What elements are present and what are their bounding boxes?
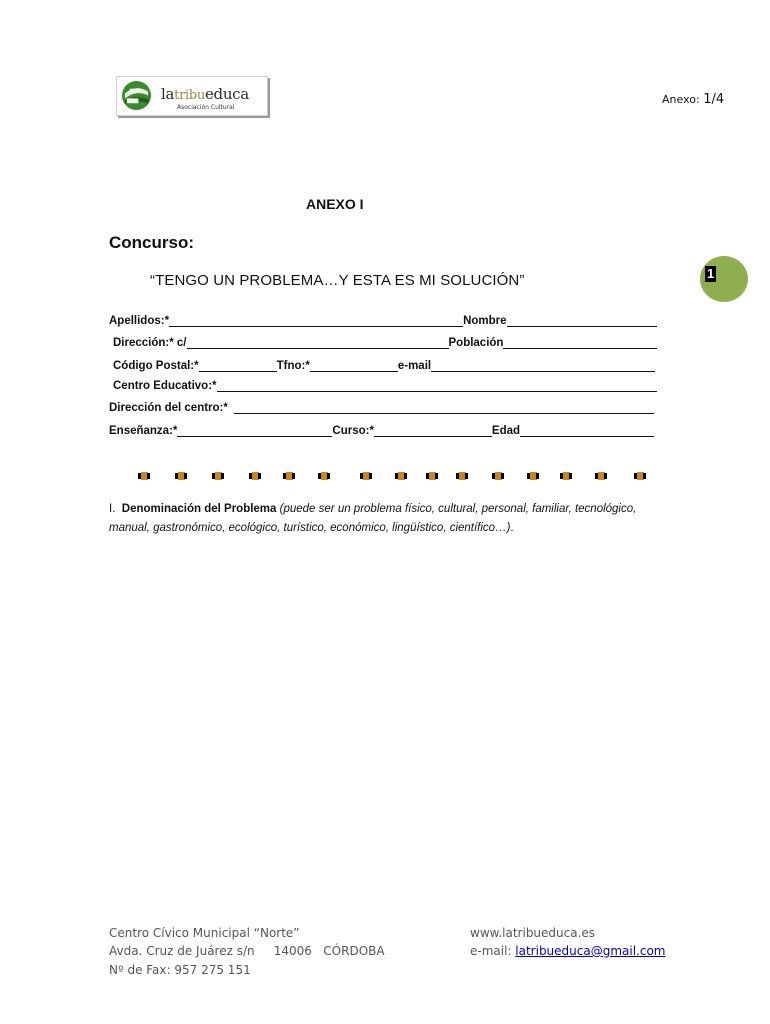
codigo-postal-field[interactable] [199, 359, 277, 372]
footer-email [470, 944, 666, 958]
direccion-centro-label: Dirección del centro:* [109, 402, 228, 414]
concurso-heading: Concurso: [109, 233, 194, 252]
page-badge [700, 256, 748, 302]
tfno-field[interactable] [310, 359, 398, 372]
section-description: (puede ser un problema físico, cultural, personal, familiar, tecnológico, manual, gastronómico, ecológico, turístico, económico, lingüístico, científico…) [109, 503, 637, 534]
section-heading: Denominación del Problema [121, 503, 277, 515]
poblacion-field[interactable] [503, 336, 657, 349]
decorative-divider [0, 470, 770, 482]
nombre-field[interactable] [507, 314, 657, 327]
email-label: e-mail [397, 360, 432, 372]
direccion-field[interactable] [187, 336, 449, 349]
organization-logo [116, 76, 268, 116]
contest-subtitle: “TENGO UN PROBLEMA…Y ESTA ES MI SOLUCIÓN” [150, 272, 525, 289]
anexo-label: Anexo: [662, 93, 700, 106]
direccion-label: Dirección:* c/ [113, 337, 187, 349]
section-end: . [510, 522, 514, 534]
poblacion-label: Población [448, 337, 504, 349]
edad-field[interactable] [520, 424, 654, 437]
divider-bullet [560, 470, 572, 482]
apellidos-field[interactable] [169, 314, 463, 327]
footer-email-link[interactable]: latribueduca@gmail.com [515, 944, 666, 958]
form-row-direccion-centro [109, 398, 654, 414]
ensenanza-label: Enseñanza:* [109, 425, 178, 437]
divider-bullet [634, 470, 646, 482]
edad-label: Edad [491, 425, 521, 437]
divider-bullet [318, 470, 330, 482]
form-row-centro-educativo [113, 376, 657, 392]
divider-bullet [249, 470, 261, 482]
divider-bullet [492, 470, 504, 482]
logo-mark-icon [121, 80, 152, 111]
direccion-centro-field[interactable] [234, 401, 654, 414]
section-number: I. [109, 503, 116, 515]
centro-educativo-label: Centro Educativo:* [113, 380, 217, 392]
document-title: ANEXO I [306, 196, 364, 212]
codigo-postal-label: Código Postal:* [113, 360, 199, 372]
footer-address-line1: Centro Cívico Municipal “Norte” [109, 926, 300, 940]
form-row-ensenanza [109, 421, 654, 437]
logo-name-part3: educa [204, 85, 249, 103]
footer-fax: Nº de Fax: 957 275 151 [109, 963, 251, 977]
anexo-value: 1/4 [703, 92, 725, 107]
divider-bullet [395, 470, 407, 482]
centro-educativo-field[interactable] [217, 379, 657, 392]
footer-email-label: e-mail: [470, 944, 516, 958]
divider-bullet [138, 470, 150, 482]
divider-bullet [175, 470, 187, 482]
footer-website: www.latribueduca.es [470, 926, 596, 940]
email-field[interactable] [431, 359, 655, 372]
logo-name [161, 85, 249, 103]
anexo-page-number [662, 92, 724, 107]
tfno-label: Tfno:* [276, 360, 310, 372]
logo-name-part1: la [161, 85, 175, 103]
footer-address-line2: Avda. Cruz de Juárez s/n 14006 CÓRDOBA [109, 944, 385, 958]
apellidos-label: Apellidos:* [109, 315, 170, 327]
divider-bullet [360, 470, 372, 482]
divider-bullet [426, 470, 438, 482]
page-badge-number: 1 [707, 266, 715, 281]
divider-bullet [283, 470, 295, 482]
logo-name-part2: tribu [174, 88, 205, 103]
divider-bullet [527, 470, 539, 482]
ensenanza-field[interactable] [177, 424, 332, 437]
divider-bullet [212, 470, 224, 482]
divider-bullet [595, 470, 607, 482]
form-row-contacto [113, 356, 655, 372]
form-row-apellidos [109, 311, 657, 327]
curso-label: Curso:* [332, 425, 374, 437]
curso-field[interactable] [374, 424, 492, 437]
divider-bullet [456, 470, 468, 482]
nombre-label: Nombre [463, 315, 507, 327]
logo-subtitle: Asociación Cultural [177, 104, 235, 111]
section-1 [109, 500, 669, 538]
form-row-direccion [113, 333, 657, 349]
